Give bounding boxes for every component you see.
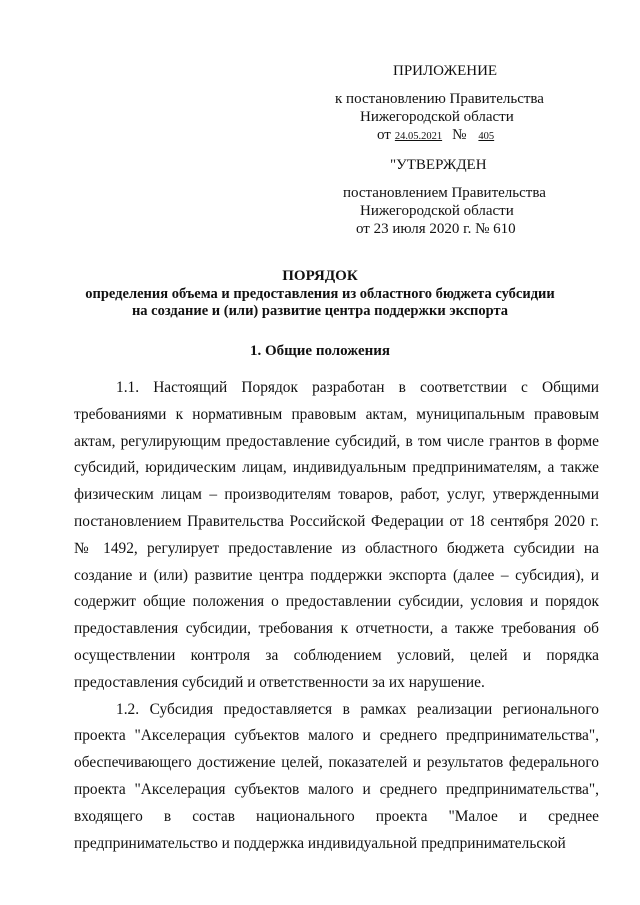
appendix-number-sign: № bbox=[452, 127, 467, 143]
appendix-number: 405 bbox=[478, 131, 495, 142]
appendix-title: ПРИЛОЖЕНИЕ bbox=[393, 63, 498, 79]
paragraph-1-1: 1.1. Настоящий Порядок разработан в соответствии с Общими требованиями к нормативным правовым актам, муниципальным правовым актам, регулирующим предоставление субсидий, в том числе грантов в форме субсидий, юридическим лицам, индивидуальным предпринимателям, а также физическим лицам – производителям товаров, работ, услуг, утвержденными постановлением Правительства Российской Федерации от 18 сентября 2020 г. № 1492, регулирует предоставление из областного бюджета субсидии на создание и (или) развитие центра поддержки экспорта (далее – субсидия), и содержит общие положения о предоставлении субсидии, условия и порядок предоставления субсидии, требования к отчетности, а также требования об осуществлении контроля за соблюдением условий, целей и порядка предоставления субсидий и ответственности за их нарушение. bbox=[74, 379, 599, 691]
document-title-block bbox=[0, 266, 640, 320]
section-heading: 1. Общие положения bbox=[249, 343, 391, 359]
document-body bbox=[74, 375, 599, 857]
appendix-line-2: Нижегородской области bbox=[360, 109, 514, 125]
document-title: ПОРЯДОК bbox=[282, 268, 358, 284]
appendix-date: 24.05.2021 bbox=[394, 131, 443, 142]
approval-line-1: постановлением Правительства bbox=[343, 185, 546, 201]
approval-line-3: от 23 июля 2020 г. № 610 bbox=[356, 221, 516, 237]
approval-title: "УТВЕРЖДЕН bbox=[390, 157, 487, 173]
appendix-line-1: к постановлению Правительства bbox=[335, 91, 544, 107]
document-subtitle-2: на создание и (или) развитие центра поддержки экспорта bbox=[131, 303, 509, 319]
appendix-date-line bbox=[377, 126, 506, 146]
approval-line-2: Нижегородской области bbox=[360, 203, 514, 219]
appendix-from-prefix: от bbox=[377, 127, 391, 143]
document-subtitle-1: определения объема и предоставления из областного бюджета субсидии bbox=[85, 286, 555, 302]
paragraph-1-2: 1.2. Субсидия предоставляется в рамках реализации регионального проекта "Акселерация субъектов малого и среднего предпринимательства", обеспечивающего достижение целей, показателей и результатов федерального проекта "Акселерация субъектов малого и среднего предпринимательства", входящего в состав национального проекта "Малое и среднее предпринимательство и поддержка индивидуальной предпринимательской bbox=[74, 700, 599, 852]
section-heading-block bbox=[0, 341, 640, 361]
